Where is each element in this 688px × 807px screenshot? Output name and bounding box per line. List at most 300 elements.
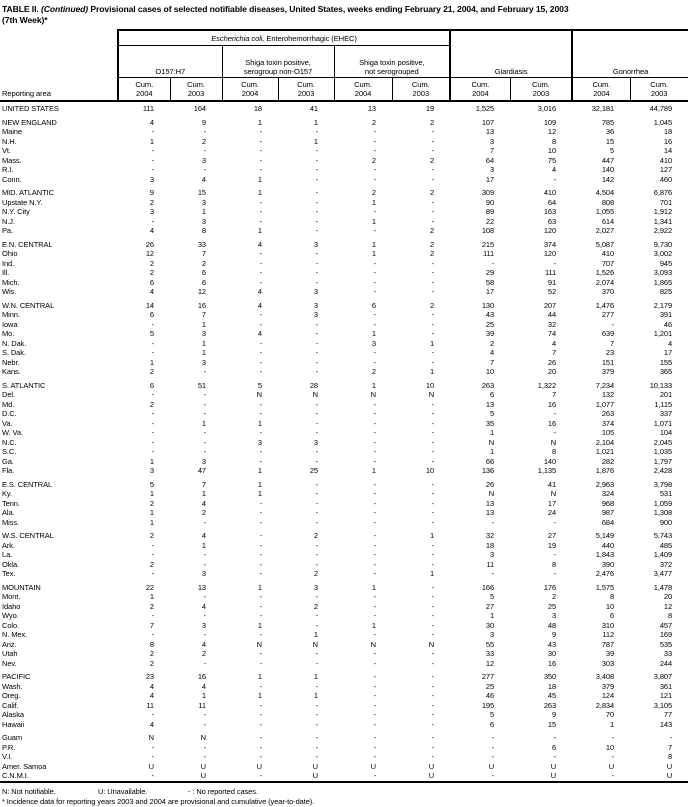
reporting-area-cell: Pa.: [2, 226, 13, 235]
value-cell: 2,027: [595, 226, 615, 235]
value-cell: 6,876: [653, 188, 673, 197]
value-cell: 22: [145, 582, 154, 592]
value-cell: 7: [610, 338, 615, 348]
value-cell: 1: [201, 348, 206, 357]
value-cell: -: [203, 752, 206, 761]
value-cell: -: [373, 517, 376, 527]
value-cell: -: [203, 399, 206, 409]
reporting-area-cell: Md.: [2, 399, 15, 409]
value-cell: N: [488, 437, 495, 447]
value-cell: 1: [313, 672, 318, 681]
value-cell: 1,045: [653, 117, 673, 127]
footnote-not-notifiable: N: Not notifiable.: [2, 786, 56, 796]
reporting-area-cell: N. Dak.: [2, 338, 27, 348]
value-cell: -: [373, 146, 376, 155]
value-cell: -: [259, 601, 262, 611]
value-cell: -: [203, 437, 206, 447]
value-cell: -: [259, 771, 262, 780]
value-cell: -: [259, 277, 262, 287]
value-cell: -: [431, 165, 435, 174]
value-cell: 108: [481, 226, 495, 235]
table-row: [0, 188, 688, 198]
value-cell: 47: [197, 466, 206, 475]
value-cell: -: [315, 479, 318, 489]
value-cell: 277: [481, 672, 495, 681]
table-row: [0, 198, 688, 208]
value-cell: 3: [201, 357, 206, 367]
reporting-area-cell: W.S. CENTRAL: [2, 531, 54, 540]
value-cell: -: [431, 649, 435, 658]
value-cell: -: [553, 517, 557, 527]
value-cell: -: [203, 611, 206, 620]
reporting-area-cell: S.C.: [2, 447, 17, 456]
value-cell: 41: [309, 104, 318, 113]
value-cell: -: [315, 409, 318, 418]
value-cell: 2: [313, 531, 318, 540]
value-cell: -: [151, 216, 154, 226]
value-cell: 136: [481, 466, 495, 475]
value-cell: 6: [490, 719, 495, 729]
value-cell: -: [259, 569, 262, 578]
value-cell: -: [315, 752, 318, 761]
value-cell: 2: [430, 155, 435, 165]
value-cell: -: [315, 226, 318, 235]
value-cell: -: [259, 216, 262, 226]
value-cell: 1,476: [595, 300, 615, 310]
value-cell: -: [373, 531, 376, 540]
value-cell: 16: [663, 136, 673, 146]
value-cell: -: [315, 540, 318, 550]
value-cell: 3: [371, 338, 376, 348]
value-cell: 1: [257, 226, 262, 235]
value-cell: 33: [485, 649, 495, 658]
value-cell: 140: [543, 456, 557, 466]
shiga-not-sero-line2: not serogrouped: [364, 67, 419, 76]
value-cell: 195: [481, 700, 495, 710]
value-cell: -: [259, 649, 262, 658]
value-cell: -: [491, 569, 495, 578]
value-cell: -: [315, 197, 318, 207]
value-cell: 787: [601, 639, 615, 649]
value-cell: 5: [149, 479, 154, 489]
shiga-non-o157-subgroup-header: [222, 46, 334, 78]
value-cell: -: [151, 752, 154, 761]
value-cell: -: [431, 489, 435, 498]
footnote-incidence: * Incidence data for reporting years 2003 and 2004 are provisional and cumulative (year-to-date).: [2, 796, 315, 806]
value-cell: 44: [547, 310, 557, 319]
value-cell: -: [151, 710, 154, 719]
value-cell: -: [315, 268, 318, 277]
value-cell: 2: [430, 300, 435, 310]
value-cell: 2: [490, 338, 495, 348]
value-cell: N: [428, 390, 435, 399]
value-cell: -: [315, 447, 318, 456]
value-cell: 130: [481, 300, 495, 310]
value-cell: 20: [547, 367, 557, 376]
value-cell: -: [315, 550, 318, 559]
value-cell: -: [431, 620, 435, 630]
value-cell: -: [373, 127, 376, 136]
reporting-area-cell: Tex.: [2, 569, 16, 578]
value-cell: -: [431, 742, 435, 752]
value-cell: 1: [371, 380, 376, 390]
value-cell: -: [203, 592, 206, 601]
value-cell: -: [431, 681, 435, 691]
value-cell: -: [151, 127, 154, 136]
value-cell: 18: [485, 540, 495, 550]
value-cell: 12: [547, 127, 557, 136]
value-cell: U: [666, 761, 673, 771]
value-cell: -: [315, 489, 318, 498]
value-cell: 1,865: [653, 277, 673, 287]
value-cell: 44,789: [649, 104, 673, 113]
value-cell: 15: [547, 719, 557, 729]
table-row: [0, 457, 688, 467]
table-row: [0, 217, 688, 227]
value-cell: -: [315, 719, 318, 729]
value-cell: 6: [201, 268, 206, 277]
value-cell: 1: [257, 117, 262, 127]
value-cell: -: [431, 710, 435, 719]
value-cell: -: [259, 456, 262, 466]
value-cell: 25: [309, 466, 318, 475]
value-cell: -: [259, 207, 262, 216]
reporting-area-cell: R.I.: [2, 165, 14, 174]
value-cell: -: [259, 733, 262, 742]
value-cell: 2: [149, 367, 154, 376]
gonorrhea-group-header: Gonorrhea: [572, 46, 688, 78]
value-cell: 13: [485, 498, 495, 508]
value-cell: 3,002: [653, 249, 673, 258]
table-row: [0, 701, 688, 711]
value-cell: -: [259, 498, 262, 508]
value-cell: 1: [490, 428, 495, 437]
value-cell: 142: [601, 174, 615, 184]
value-cell: 4: [257, 287, 262, 296]
value-cell: -: [373, 310, 376, 319]
value-cell: 3,016: [537, 104, 557, 113]
value-cell: 55: [485, 639, 495, 649]
table-row: [0, 560, 688, 570]
reporting-area-cell: Hawaii: [2, 719, 24, 729]
reporting-area-cell: Ark.: [2, 540, 15, 550]
value-cell: -: [373, 672, 376, 681]
value-cell: 3: [490, 630, 495, 639]
table-row: [0, 137, 688, 147]
value-cell: 43: [547, 639, 557, 649]
value-cell: -: [431, 733, 435, 742]
value-cell: 6: [201, 277, 206, 287]
value-cell: -: [491, 517, 495, 527]
value-cell: N: [256, 639, 262, 649]
value-cell: -: [151, 771, 154, 780]
value-cell: -: [373, 207, 376, 216]
value-cell: 11: [486, 559, 495, 569]
value-cell: 361: [659, 681, 673, 691]
table-row: [0, 409, 688, 419]
value-cell: -: [259, 447, 262, 456]
value-cell: -: [553, 409, 557, 418]
value-cell: -: [315, 649, 318, 658]
value-cell: -: [203, 719, 206, 729]
value-cell: -: [431, 319, 435, 329]
value-cell: -: [315, 681, 318, 691]
value-cell: 46: [663, 319, 673, 329]
value-cell: 5,087: [595, 239, 615, 249]
value-cell: -: [431, 268, 435, 277]
reporting-area-cell: Mass.: [2, 155, 22, 165]
value-cell: -: [431, 287, 435, 296]
value-cell: 1,912: [653, 207, 673, 216]
value-cell: 2,963: [595, 479, 615, 489]
value-cell: U: [608, 761, 615, 771]
value-cell: U: [256, 761, 262, 771]
value-cell: U: [312, 771, 318, 780]
value-cell: -: [315, 710, 318, 719]
value-cell: 2: [430, 239, 435, 249]
value-cell: 41: [547, 479, 557, 489]
value-cell: 1,071: [653, 418, 673, 428]
table-row: [0, 743, 688, 753]
value-cell: 2: [149, 649, 154, 658]
reporting-area-cell: Mo.: [2, 329, 15, 338]
value-cell: 111: [142, 104, 154, 113]
value-cell: U: [488, 761, 495, 771]
value-cell: 1,201: [653, 329, 673, 338]
value-cell: -: [373, 658, 376, 668]
reporting-area-cell: Idaho: [2, 601, 21, 611]
value-cell: 1: [201, 691, 206, 700]
value-cell: 1: [371, 466, 376, 475]
value-cell: -: [259, 719, 262, 729]
value-cell: -: [259, 165, 262, 174]
table-row: [0, 583, 688, 593]
value-cell: 3: [201, 155, 206, 165]
value-cell: 374: [543, 239, 557, 249]
value-cell: -: [315, 508, 318, 517]
reporting-area-cell: Ala.: [2, 508, 15, 517]
value-cell: 107: [481, 117, 495, 127]
reporting-area-cell: Iowa: [2, 319, 18, 329]
value-cell: 10: [425, 380, 435, 390]
value-cell: 2: [149, 498, 154, 508]
value-cell: -: [431, 146, 435, 155]
value-cell: 2: [149, 559, 154, 569]
value-cell: 6: [610, 611, 615, 620]
value-cell: -: [373, 771, 376, 780]
value-cell: 2: [149, 531, 154, 540]
value-cell: -: [259, 249, 262, 258]
table-row: [0, 508, 688, 518]
value-cell: 309: [481, 188, 495, 197]
value-cell: 1: [149, 489, 154, 498]
value-cell: -: [259, 155, 262, 165]
value-cell: 1: [149, 592, 154, 601]
value-cell: -: [151, 418, 154, 428]
value-cell: 105: [601, 428, 615, 437]
value-cell: 374: [601, 418, 615, 428]
table-row: [0, 367, 688, 377]
table-row: [0, 381, 688, 391]
value-cell: 372: [659, 559, 673, 569]
value-cell: -: [315, 517, 318, 527]
value-cell: 2: [371, 367, 376, 376]
shiga-not-serogrouped-subgroup-header: [334, 46, 450, 78]
value-cell: -: [315, 658, 318, 668]
value-cell: -: [315, 146, 318, 155]
value-cell: 8: [552, 136, 557, 146]
value-cell: 74: [547, 329, 557, 338]
value-cell: -: [373, 742, 376, 752]
value-cell: 7: [201, 249, 206, 258]
value-cell: 410: [659, 155, 673, 165]
table-row: [0, 390, 688, 400]
reporting-area-cell: Ind.: [2, 258, 15, 268]
value-cell: 19: [547, 540, 557, 550]
value-cell: 25: [547, 601, 557, 611]
value-cell: 39: [605, 649, 615, 658]
value-cell: 104: [659, 428, 673, 437]
value-cell: 10,133: [649, 380, 673, 390]
value-cell: -: [203, 146, 206, 155]
value-cell: -: [259, 517, 262, 527]
value-cell: U: [200, 771, 206, 780]
value-cell: 4: [201, 639, 206, 649]
value-cell: -: [373, 437, 376, 447]
value-cell: -: [373, 489, 376, 498]
value-cell: 5,743: [653, 531, 673, 540]
value-cell: -: [259, 258, 262, 268]
value-cell: 12: [145, 249, 154, 258]
value-cell: -: [431, 437, 435, 447]
value-cell: N: [148, 733, 154, 742]
col-header-not-sero-cum-2004: Cum. 2004: [334, 78, 392, 102]
table-row: [0, 531, 688, 541]
table-row: [0, 733, 688, 743]
col-header-o157-cum-2004: Cum. 2004: [118, 78, 170, 102]
value-cell: 945: [659, 258, 673, 268]
value-cell: 52: [547, 287, 557, 296]
value-cell: N: [370, 639, 376, 649]
value-cell: 10: [547, 146, 557, 155]
value-cell: 111: [544, 268, 557, 277]
value-cell: 32: [547, 319, 557, 329]
value-cell: -: [373, 418, 376, 428]
reporting-area-cell: Nev.: [2, 658, 17, 668]
value-cell: 2: [149, 258, 154, 268]
value-cell: 900: [659, 517, 673, 527]
value-cell: -: [203, 658, 206, 668]
value-cell: -: [315, 357, 318, 367]
value-cell: 4: [149, 226, 154, 235]
reporting-area-cell: Vt.: [2, 146, 11, 155]
table-row: [0, 682, 688, 692]
value-cell: -: [259, 710, 262, 719]
value-cell: 10: [605, 601, 615, 611]
value-cell: -: [553, 258, 557, 268]
value-cell: -: [553, 174, 557, 184]
value-cell: 7: [668, 742, 673, 752]
value-cell: N: [488, 489, 495, 498]
footnote-unavailable: U: Unavailable.: [97, 786, 148, 796]
value-cell: 1: [371, 620, 376, 630]
value-cell: 17: [547, 498, 557, 508]
value-cell: -: [373, 508, 376, 517]
value-cell: -: [203, 447, 206, 456]
value-cell: -: [151, 319, 154, 329]
value-cell: 29: [485, 268, 495, 277]
table-row: [0, 310, 688, 320]
value-cell: 26: [485, 479, 495, 489]
value-cell: -: [431, 672, 435, 681]
value-cell: 1: [149, 357, 154, 367]
reporting-area-cell: Ga.: [2, 456, 14, 466]
value-cell: 3: [201, 456, 206, 466]
value-cell: -: [373, 611, 376, 620]
value-cell: 28: [309, 380, 318, 390]
table-header: [0, 30, 688, 101]
table-row: [0, 207, 688, 217]
value-cell: -: [315, 456, 318, 466]
value-cell: 2,428: [653, 466, 673, 475]
reporting-area-cell: Ariz.: [2, 639, 17, 649]
value-cell: 16: [547, 418, 557, 428]
value-cell: 263: [543, 700, 557, 710]
value-cell: 2,834: [595, 700, 615, 710]
value-cell: -: [431, 592, 435, 601]
value-cell: 337: [659, 409, 673, 418]
value-cell: -: [431, 559, 435, 569]
value-cell: 1: [610, 719, 615, 729]
value-cell: 1,021: [595, 447, 615, 456]
value-cell: 30: [485, 620, 495, 630]
reporting-area-cell: V.I.: [2, 752, 13, 761]
value-cell: 3: [201, 197, 206, 207]
reporting-area-header: Reporting area: [0, 30, 118, 101]
value-cell: 2: [430, 188, 435, 197]
value-cell: 5: [490, 710, 495, 719]
value-cell: -: [259, 338, 262, 348]
value-cell: -: [611, 752, 615, 761]
value-cell: -: [315, 399, 318, 409]
value-cell: 6: [490, 390, 495, 399]
value-cell: -: [259, 310, 262, 319]
value-cell: 2: [149, 399, 154, 409]
value-cell: 10: [425, 466, 435, 475]
value-cell: 1: [257, 582, 262, 592]
value-cell: 4: [149, 681, 154, 691]
value-cell: 13: [485, 127, 495, 136]
value-cell: 1,876: [595, 466, 615, 475]
value-cell: -: [431, 258, 435, 268]
value-cell: 26: [547, 357, 557, 367]
value-cell: 1: [430, 338, 435, 348]
value-cell: -: [151, 550, 154, 559]
value-cell: U: [666, 771, 673, 780]
value-cell: 9: [552, 630, 557, 639]
table-row: [0, 146, 688, 156]
value-cell: 2: [201, 136, 206, 146]
disease-table: [0, 29, 688, 783]
value-cell: 1: [490, 611, 495, 620]
value-cell: -: [431, 447, 435, 456]
value-cell: 51: [197, 380, 206, 390]
value-cell: 2: [149, 197, 154, 207]
reporting-area-cell: W. Va.: [2, 428, 23, 437]
value-cell: 1: [257, 620, 262, 630]
reporting-area-cell: PACIFIC: [2, 672, 31, 681]
reporting-area-cell: MID. ATLANTIC: [2, 188, 54, 197]
